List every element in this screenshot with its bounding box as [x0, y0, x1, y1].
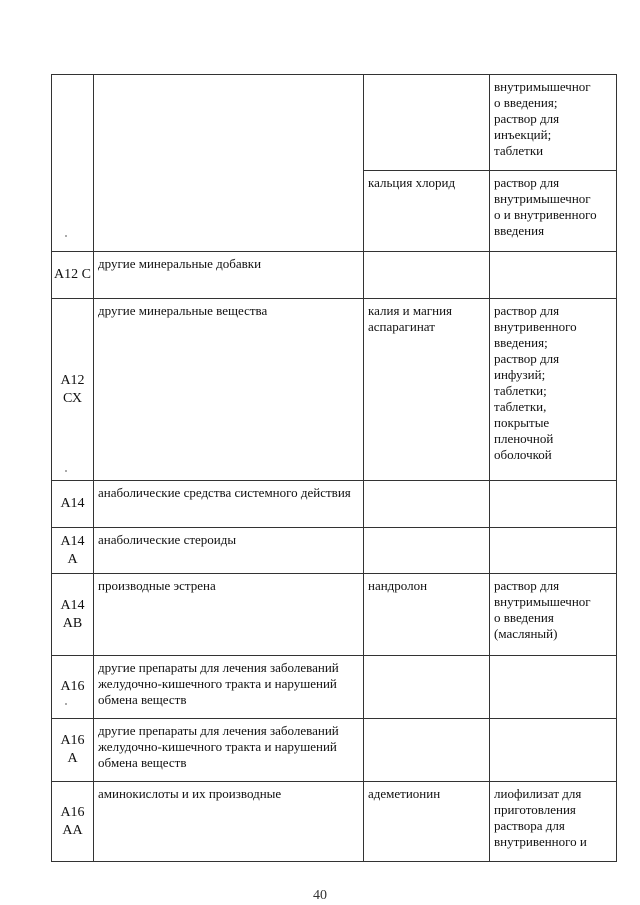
atc-code-cell: А12 СХ: [52, 299, 94, 481]
form-line: таблетки: [494, 143, 544, 158]
scan-speck: [65, 235, 67, 237]
form-line: внутривенного: [494, 319, 577, 334]
atc-code-cell: А14 А: [52, 528, 94, 574]
form-line: введения: [494, 223, 545, 238]
form-line: раствор для: [494, 351, 560, 366]
drug-name-cell: кальция хлорид: [364, 171, 490, 252]
form-line: приготовления: [494, 802, 576, 817]
dosage-form-cell: [490, 171, 617, 252]
group-cell: другие препараты для лечения заболеваний желудочно-кишечного тракта и нарушений обмена веществ: [94, 719, 364, 782]
form-line: раствор для: [494, 111, 560, 126]
form-line: раствор для: [494, 578, 560, 593]
form-line: лиофилизат для: [494, 786, 582, 801]
form-line: введения;: [494, 335, 548, 350]
drug-name-cell: [364, 252, 490, 299]
drug-name-cell: калия и магния аспарагинат: [364, 299, 490, 481]
form-line: инфузий;: [494, 367, 546, 382]
dosage-form-cell: [490, 252, 617, 299]
form-line: внутримышечног: [494, 594, 591, 609]
table-row: [52, 252, 617, 299]
form-line: (масляный): [494, 626, 558, 641]
table-row: [52, 782, 617, 862]
group-cell: анаболические стероиды: [94, 528, 364, 574]
atc-code-cell: [52, 75, 94, 252]
drug-name-cell: [364, 528, 490, 574]
dosage-form-cell: [490, 75, 617, 171]
table-row: [52, 656, 617, 719]
group-cell: производные эстрена: [94, 574, 364, 656]
form-line: оболочкой: [494, 447, 552, 462]
form-line: пленочной: [494, 431, 554, 446]
group-cell: аминокислоты и их производные: [94, 782, 364, 862]
form-line: о введения;: [494, 95, 558, 110]
atc-code-cell: А16: [52, 656, 94, 719]
dosage-form-cell: [490, 656, 617, 719]
form-line: раствор для: [494, 175, 560, 190]
table-row: [52, 75, 617, 171]
form-line: таблетки;: [494, 383, 547, 398]
form-line: внутримышечног: [494, 79, 591, 94]
group-cell: другие минеральные добавки: [94, 252, 364, 299]
drug-name-cell: нандролон: [364, 574, 490, 656]
dosage-form-cell: [490, 782, 617, 862]
form-line: о введения: [494, 610, 554, 625]
drug-name-cell: [364, 656, 490, 719]
form-line: таблетки,: [494, 399, 547, 414]
form-line: инъекций;: [494, 127, 552, 142]
drug-classification-table: [51, 74, 617, 862]
form-line: внутривенного и: [494, 834, 587, 849]
drug-name-cell: [364, 481, 490, 528]
page-number: 40: [313, 888, 327, 903]
dosage-form-cell: [490, 719, 617, 782]
dosage-form-cell: [490, 574, 617, 656]
group-cell: [94, 75, 364, 252]
scan-speck: [65, 470, 67, 472]
atc-code-cell: А14: [52, 481, 94, 528]
form-line: о и внутривенного: [494, 207, 597, 222]
table-row: [52, 299, 617, 481]
drug-name-cell: адеметионин: [364, 782, 490, 862]
form-line: раствор для: [494, 303, 560, 318]
scan-speck: [65, 703, 67, 705]
drug-name-cell: [364, 75, 490, 171]
drug-name-cell: [364, 719, 490, 782]
dosage-form-cell: [490, 299, 617, 481]
atc-code-cell: А12 С: [52, 252, 94, 299]
form-line: покрытые: [494, 415, 550, 430]
dosage-form-cell: [490, 481, 617, 528]
group-cell: другие минеральные вещества: [94, 299, 364, 481]
form-line: внутримышечног: [494, 191, 591, 206]
group-cell: анаболические средства системного действия: [94, 481, 364, 528]
table-row: [52, 481, 617, 528]
atc-code-cell: А16 АА: [52, 782, 94, 862]
atc-code-cell: А16 А: [52, 719, 94, 782]
table-row: [52, 574, 617, 656]
table-row: [52, 528, 617, 574]
dosage-form-cell: [490, 528, 617, 574]
group-cell: другие препараты для лечения заболеваний желудочно-кишечного тракта и нарушений обмена веществ: [94, 656, 364, 719]
form-line: раствора для: [494, 818, 565, 833]
table-row: [52, 719, 617, 782]
atc-code-cell: А14 АВ: [52, 574, 94, 656]
